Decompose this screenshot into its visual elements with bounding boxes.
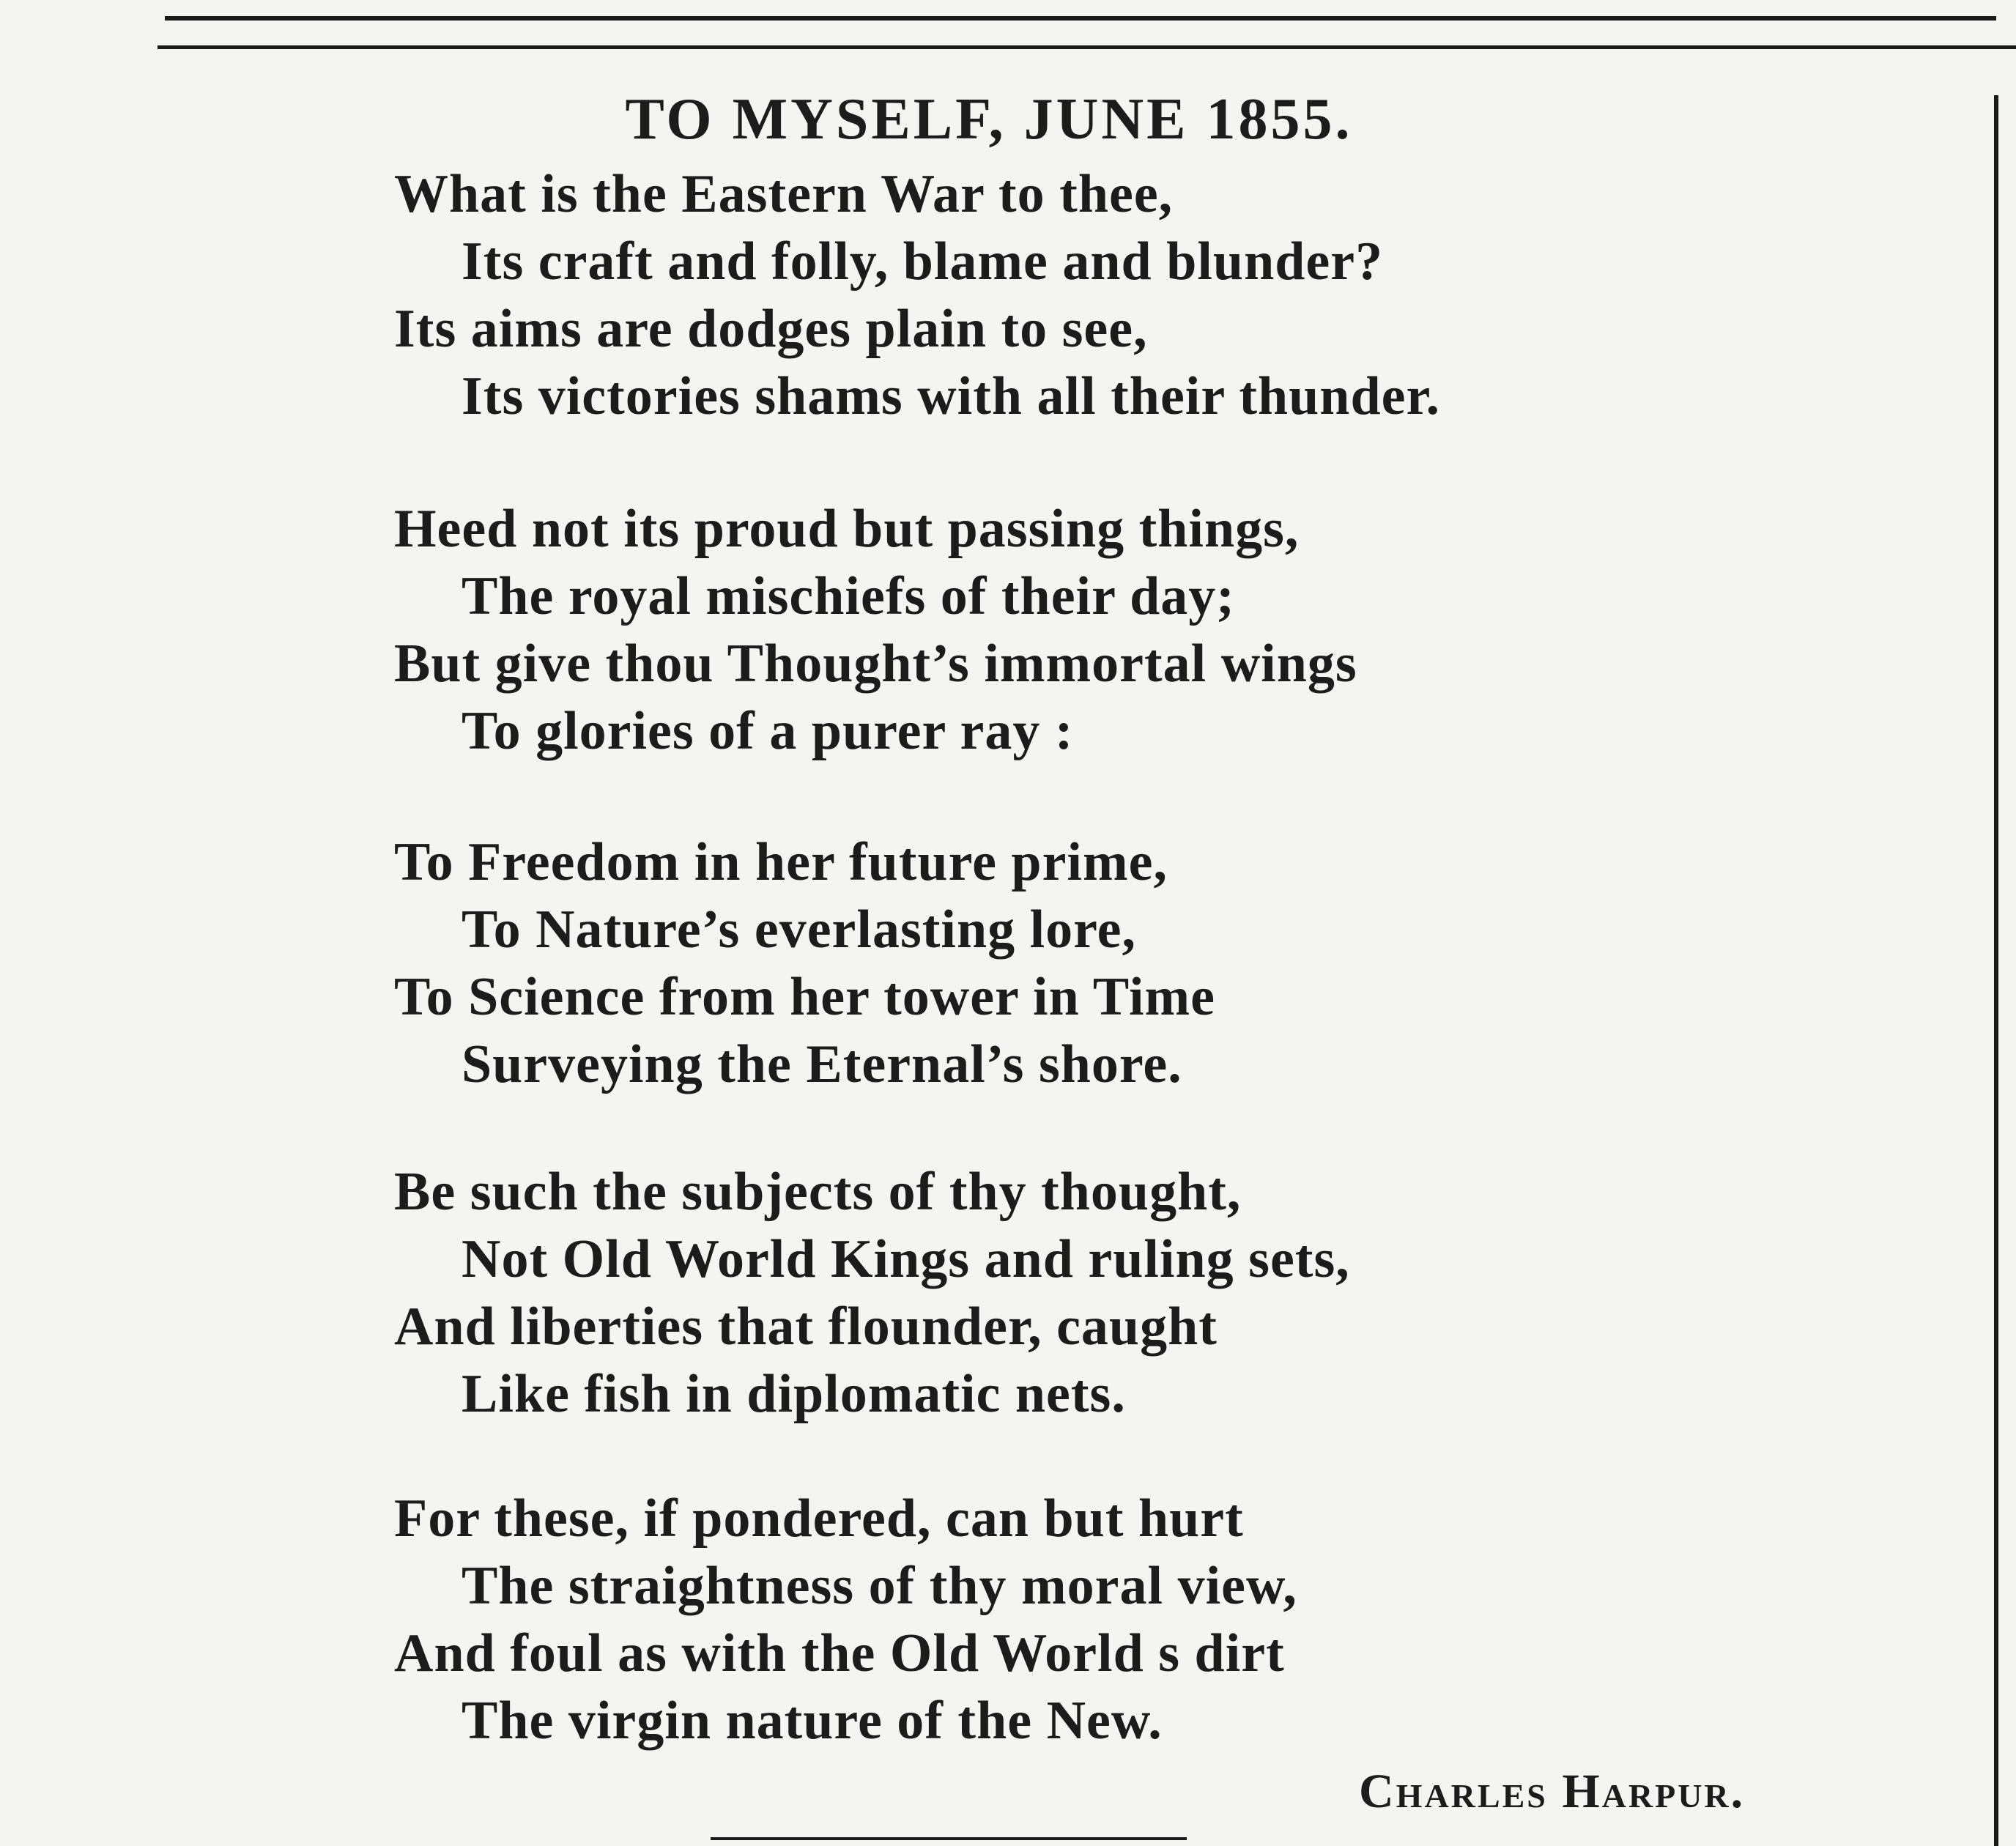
top-rule-double [158,45,2016,49]
poem-line: But give thou Thought’s immortal wings [394,634,1357,694]
poem-line: To Freedom in her future prime, [394,832,1168,892]
poem-line: To Nature’s everlasting lore, [462,900,1137,960]
poem-line: And foul as with the Old World s dirt [394,1623,1285,1683]
poem-line: The virgin nature of the New. [462,1691,1163,1751]
top-rule [165,16,1996,21]
bottom-rule [711,1837,1187,1840]
poem-line: Be such the subjects of thy thought, [394,1162,1242,1222]
poem-line: For these, if pondered, can but hurt [394,1489,1244,1549]
poem-line: And liberties that flounder, caught [394,1297,1218,1357]
poem-title: TO MYSELF, JUNE 1855. [625,87,1353,152]
poem-line: Like fish in diplomatic nets. [462,1364,1126,1424]
poem-line: What is the Eastern War to thee, [394,164,1174,224]
poem-line: Its craft and folly, blame and blunder? [462,231,1384,292]
poem-line: Its aims are dodges plain to see, [394,299,1148,359]
poem-line: Its victories shams with all their thunder. [462,366,1441,426]
poem-line: Heed not its proud but passing things, [394,499,1300,559]
column-rule [1994,95,1998,1846]
poem-line: Surveying the Eternal’s shore. [462,1034,1182,1094]
poem-line: To Science from her tower in Time [394,967,1215,1027]
poem-line: The straightness of thy moral view, [462,1556,1297,1616]
poem-line: Not Old World Kings and ruling sets, [462,1229,1350,1289]
poem-line: To glories of a purer ray : [462,701,1074,761]
poem-line: The royal mischiefs of their day; [462,566,1235,626]
author-signature: Charles Harpur. [1359,1765,1746,1818]
